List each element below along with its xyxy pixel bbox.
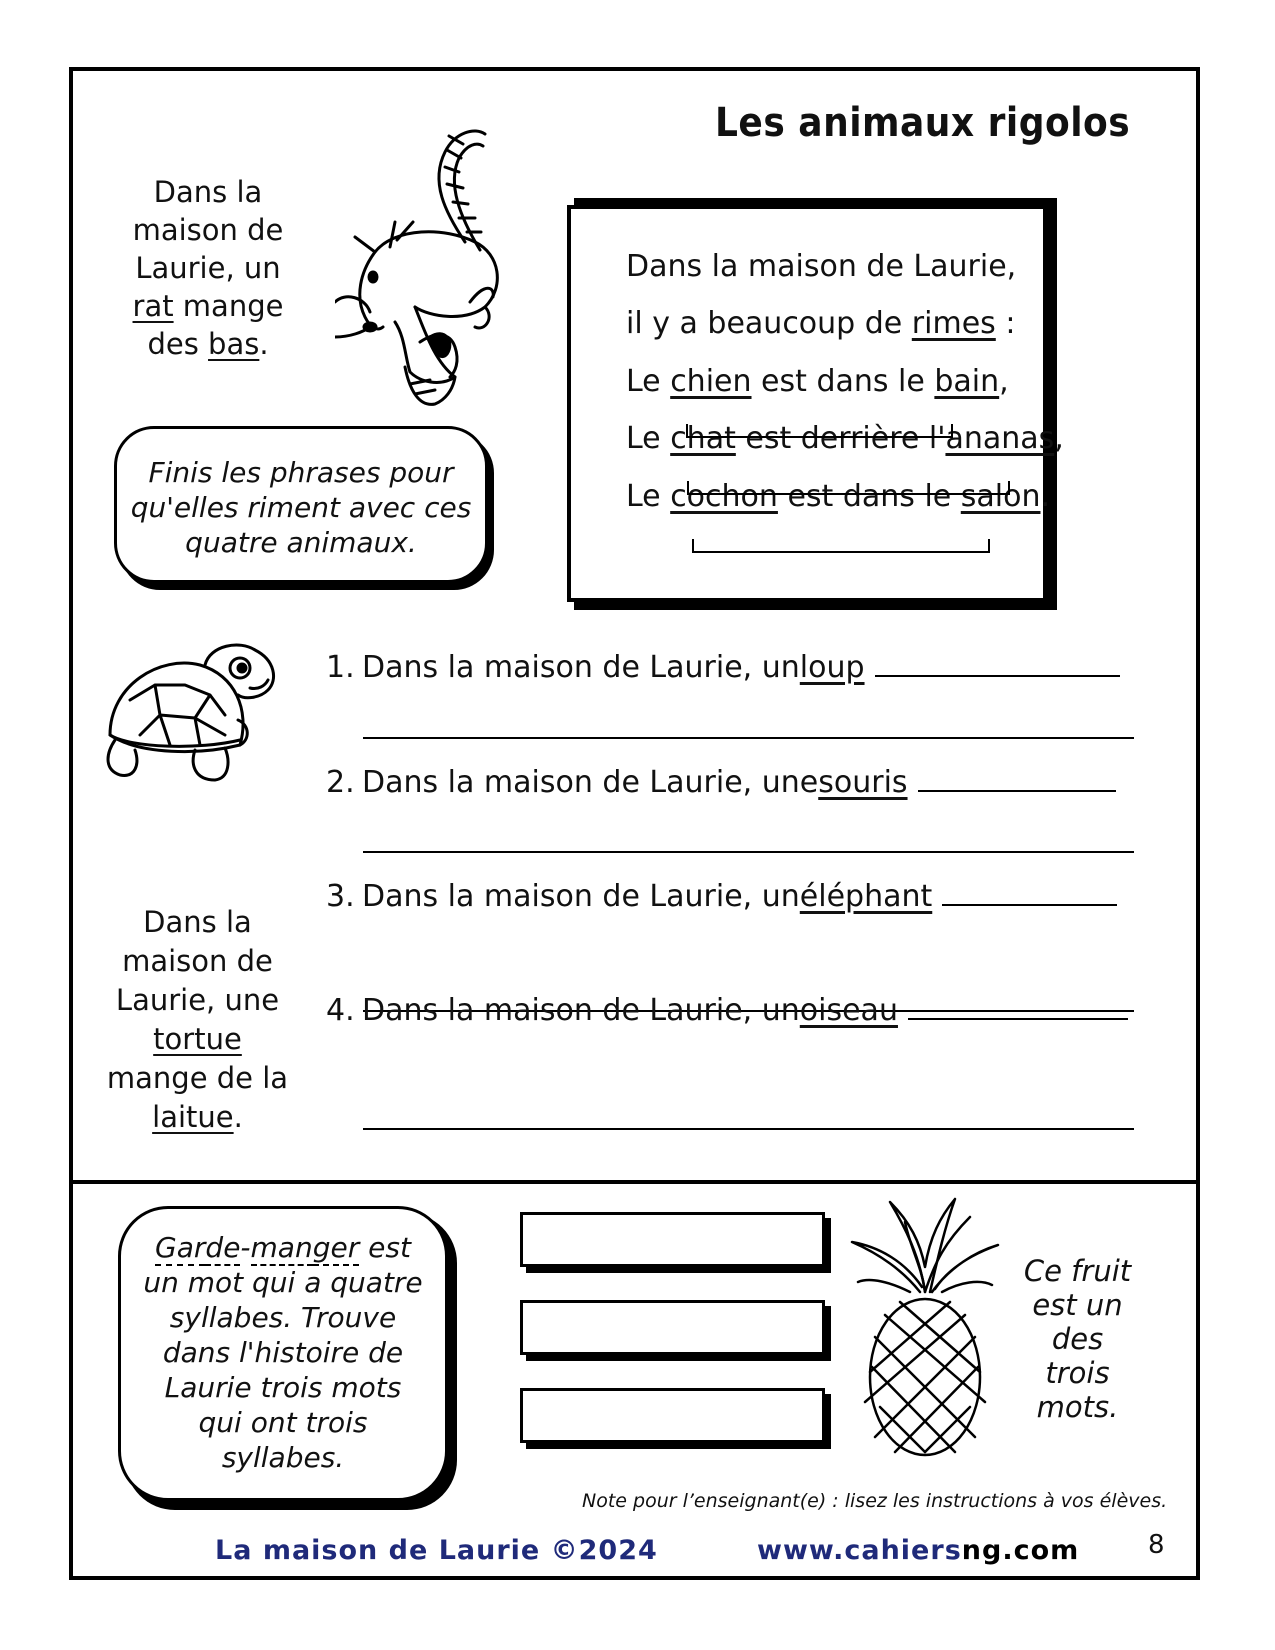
page-title: Les animaux rigolos xyxy=(715,100,1131,146)
question-3: 3. Dans la maison de Laurie, un éléphant xyxy=(326,879,1117,914)
footer-url[interactable]: www.cahiersng.com xyxy=(757,1535,1080,1566)
answer-line-1a[interactable] xyxy=(875,673,1120,677)
turtle-illustration xyxy=(100,640,285,810)
rhyme-line-3: Le chien est dans le bain, xyxy=(626,364,1009,399)
answer-line-2a[interactable] xyxy=(918,788,1116,792)
tortue-caption: Dans la maison de Laurie, une tortue mange de la laitue. xyxy=(106,905,289,1134)
garde-manger-line: Garde-manger est xyxy=(155,1231,411,1264)
rhyme-line-5: Le cochon est dans le salon. xyxy=(626,479,1051,514)
rhyme-brackets xyxy=(571,209,1043,598)
instructions-bubble: Finis les phrases pour qu'elles riment avec ces quatre animaux. xyxy=(114,426,488,583)
answer-line-3a[interactable] xyxy=(942,902,1117,906)
rat-illustration xyxy=(335,122,535,412)
teacher-note: Note pour l’enseignant(e) : lisez les instructions à vos élèves. xyxy=(582,1490,1168,1512)
question-2: 2. Dans la maison de Laurie, une souris xyxy=(326,765,1116,800)
answer-line-1b[interactable] xyxy=(363,737,1134,739)
section-divider xyxy=(69,1180,1200,1184)
rat-caption: Dans la maison de Laurie, un rat mange des bas. xyxy=(132,175,284,361)
answer-line-2b[interactable] xyxy=(363,851,1134,853)
answer-box-1[interactable] xyxy=(520,1212,825,1267)
footer-title: La maison de Laurie ©2024 xyxy=(215,1535,658,1566)
question-4: 4. Dans la maison de Laurie, un oiseau xyxy=(326,993,1128,1028)
rhyme-box xyxy=(567,205,1064,602)
rhyme-line-4: Le chat est derrière l'ananas, xyxy=(626,421,1064,456)
answer-line-4a[interactable] xyxy=(908,1016,1128,1020)
question-1: 1. Dans la maison de Laurie, un loup xyxy=(326,650,1120,685)
fruit-caption: Ce fruit est un des trois mots. xyxy=(1023,1254,1132,1424)
rhyme-line-2: il y a beaucoup de rimes : xyxy=(626,306,1016,341)
answer-box-3[interactable] xyxy=(520,1388,825,1443)
answer-line-4b[interactable] xyxy=(363,1128,1134,1130)
page-number: 8 xyxy=(1148,1530,1165,1560)
answer-box-2[interactable] xyxy=(520,1300,825,1355)
pineapple-illustration xyxy=(850,1197,1000,1460)
rhyme-line-1: Dans la maison de Laurie, xyxy=(626,249,1017,284)
syllable-bubble: Garde-manger est un mot qui a quatre syllabes. Trouve dans l'histoire de Laurie trois mots qui ont trois syllabes. xyxy=(118,1206,448,1501)
